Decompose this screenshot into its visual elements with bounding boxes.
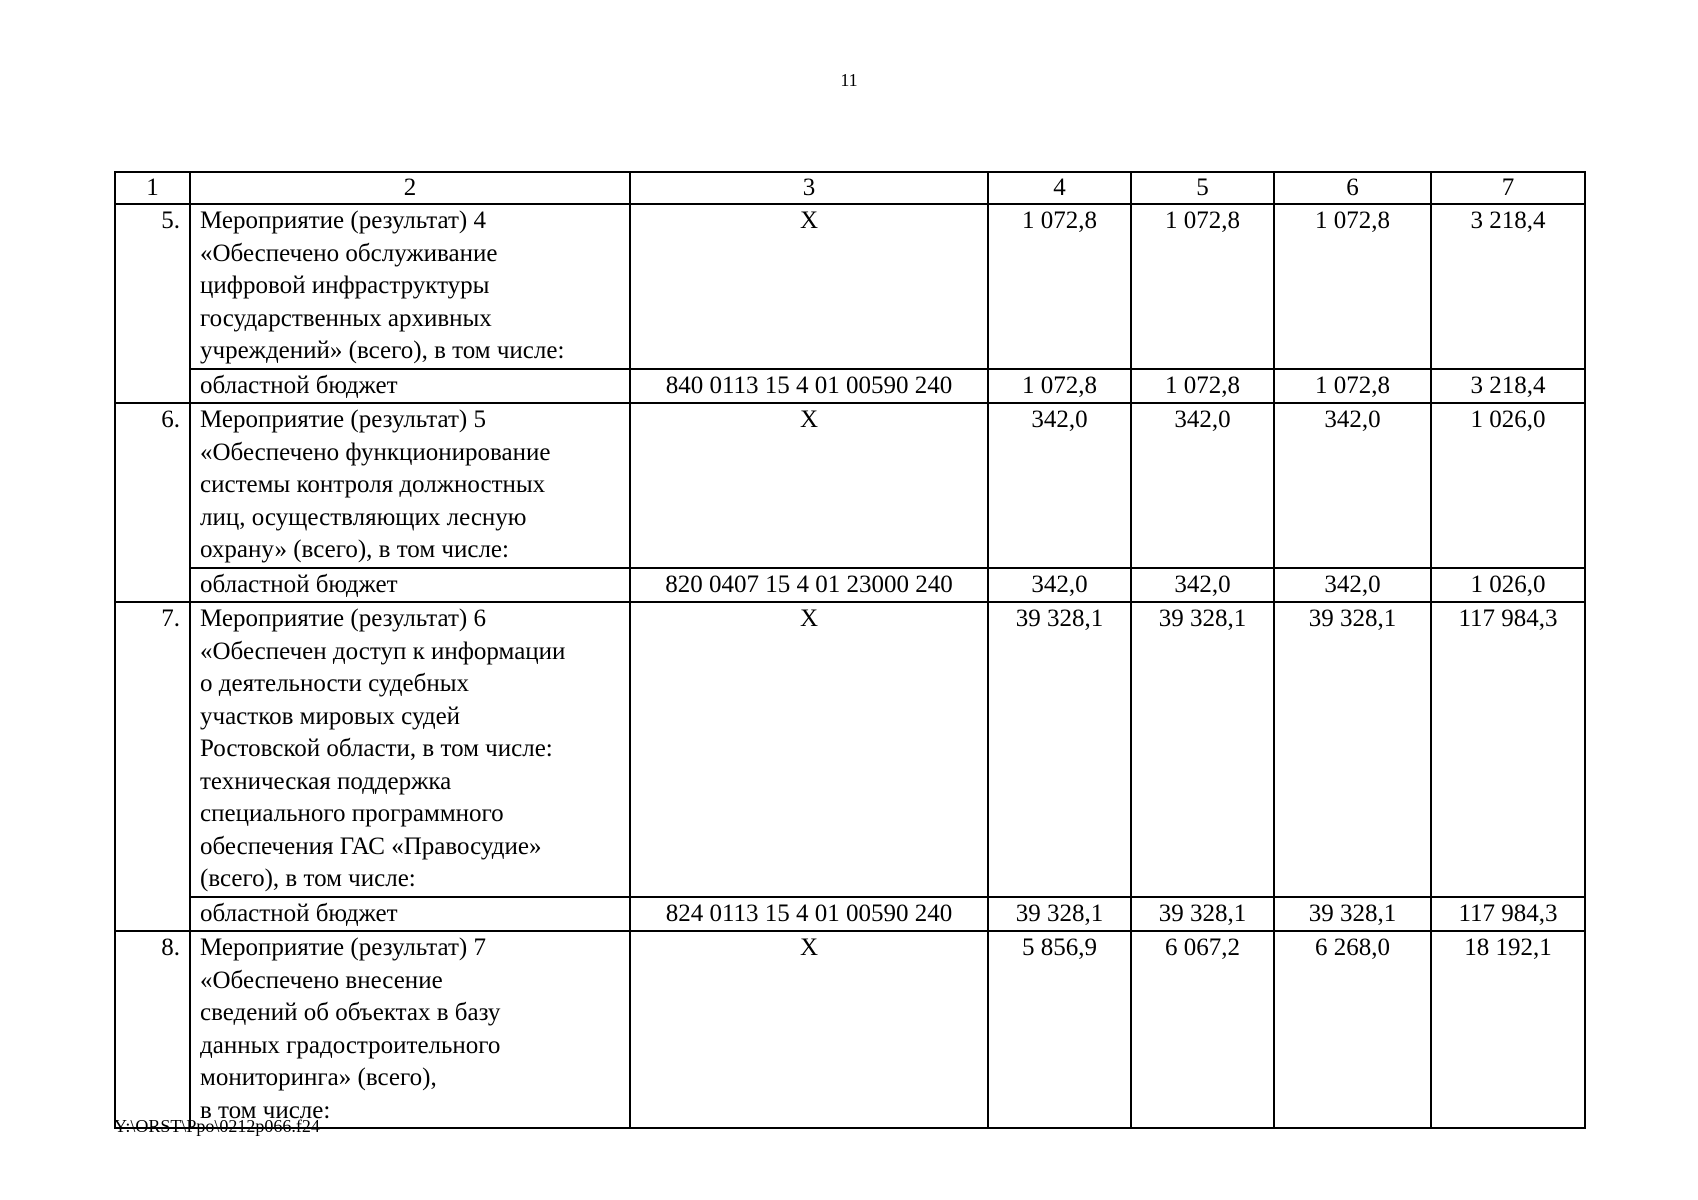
description-line: «Обеспечено функционирование xyxy=(200,438,551,466)
description-line: Ростовской области, в том числе: xyxy=(200,735,553,762)
budget-code: X xyxy=(630,403,988,568)
measure-description xyxy=(190,602,630,897)
description-line: лиц, осуществляющих лесную xyxy=(200,503,527,531)
funding-source: областной бюджет xyxy=(190,568,630,603)
description-line: о деятельности судебных xyxy=(200,670,470,697)
column-number: 6 xyxy=(1274,172,1431,204)
description-line: обеспечения ГАС «Правосудие» xyxy=(200,832,542,860)
description-line: охрану» (всего), в том числе: xyxy=(200,536,509,563)
measure-description xyxy=(190,403,630,568)
value-col-6: 342,0 xyxy=(1274,568,1431,603)
value-col-4: 342,0 xyxy=(988,403,1131,568)
value-col-4: 5 856,9 xyxy=(988,931,1131,1128)
column-number: 4 xyxy=(988,172,1131,204)
measure-description xyxy=(190,931,630,1128)
value-col-4: 39 328,1 xyxy=(988,897,1131,932)
column-number: 5 xyxy=(1131,172,1274,204)
value-col-7: 1 026,0 xyxy=(1431,568,1585,603)
value-col-5: 342,0 xyxy=(1131,568,1274,603)
funding-source: областной бюджет xyxy=(190,897,630,932)
column-number: 7 xyxy=(1431,172,1585,204)
column-number-row xyxy=(115,172,1585,204)
description-line: учреждений» (всего), в том числе: xyxy=(200,337,565,364)
description-line: Мероприятие (результат) 7 xyxy=(200,934,486,961)
value-col-6: 1 072,8 xyxy=(1274,204,1431,369)
value-col-6: 39 328,1 xyxy=(1274,897,1431,932)
description-line: «Обеспечен доступ к информации xyxy=(200,637,566,665)
description-line: Мероприятие (результат) 4 xyxy=(200,207,486,234)
table-row xyxy=(115,204,1585,369)
value-col-5: 1 072,8 xyxy=(1131,204,1274,369)
budget-code: 840 0113 15 4 01 00590 240 xyxy=(630,369,988,404)
budget-code: X xyxy=(630,602,988,897)
budget-code: 824 0113 15 4 01 00590 240 xyxy=(630,897,988,932)
description-line: Мероприятие (результат) 6 xyxy=(200,605,486,632)
description-line: специального программного xyxy=(200,800,504,827)
value-col-5: 1 072,8 xyxy=(1131,369,1274,404)
value-col-4: 1 072,8 xyxy=(988,204,1131,369)
table-row xyxy=(115,602,1585,897)
value-col-7: 3 218,4 xyxy=(1431,369,1585,404)
value-col-7: 3 218,4 xyxy=(1431,204,1585,369)
description-line: системы контроля должностных xyxy=(200,471,546,498)
value-col-6: 39 328,1 xyxy=(1274,602,1431,897)
value-col-6: 6 268,0 xyxy=(1274,931,1431,1128)
description-line: государственных архивных xyxy=(200,304,492,332)
row-number: 8. xyxy=(115,931,190,1128)
value-col-5: 6 067,2 xyxy=(1131,931,1274,1128)
table-subrow xyxy=(115,369,1585,404)
description-line: техническая поддержка xyxy=(200,767,452,795)
description-line: цифровой инфраструктуры xyxy=(200,272,490,299)
row-number: 7. xyxy=(115,602,190,931)
row-number: 5. xyxy=(115,204,190,403)
value-col-7: 117 984,3 xyxy=(1431,602,1585,897)
description-line: сведений об объектах в базу xyxy=(200,999,501,1026)
value-col-4: 1 072,8 xyxy=(988,369,1131,404)
description-line: «Обеспечено обслуживание xyxy=(200,239,498,267)
description-line: участков мировых судей xyxy=(200,702,461,730)
budget-code: X xyxy=(630,931,988,1128)
column-number: 2 xyxy=(190,172,630,204)
description-line: Мероприятие (результат) 5 xyxy=(200,406,486,433)
budget-code: 820 0407 15 4 01 23000 240 xyxy=(630,568,988,603)
funding-source: областной бюджет xyxy=(190,369,630,404)
budget-code: X xyxy=(630,204,988,369)
measure-description xyxy=(190,204,630,369)
description-line: (всего), в том числе: xyxy=(200,865,416,892)
table-subrow xyxy=(115,568,1585,603)
row-number: 6. xyxy=(115,403,190,602)
page-number: 11 xyxy=(840,70,858,90)
value-col-5: 39 328,1 xyxy=(1131,897,1274,932)
table-row xyxy=(115,403,1585,568)
value-col-7: 18 192,1 xyxy=(1431,931,1585,1128)
budget-table xyxy=(114,171,1586,1129)
value-col-7: 1 026,0 xyxy=(1431,403,1585,568)
table-subrow xyxy=(115,897,1585,932)
value-col-6: 1 072,8 xyxy=(1274,369,1431,404)
value-col-5: 342,0 xyxy=(1131,403,1274,568)
value-col-6: 342,0 xyxy=(1274,403,1431,568)
file-path-footer: Y:\ORST\Ppo\0212p066.f24 xyxy=(114,1116,320,1136)
value-col-5: 39 328,1 xyxy=(1131,602,1274,897)
description-line: данных градостроительного xyxy=(200,1031,501,1059)
value-col-4: 39 328,1 xyxy=(988,602,1131,897)
value-col-7: 117 984,3 xyxy=(1431,897,1585,932)
column-number: 3 xyxy=(630,172,988,204)
description-line: в том числе: xyxy=(200,1096,331,1124)
table-row xyxy=(115,931,1585,1128)
value-col-4: 342,0 xyxy=(988,568,1131,603)
description-line: мониторинга» (всего), xyxy=(200,1064,437,1091)
description-line: «Обеспечено внесение xyxy=(200,966,443,994)
column-number: 1 xyxy=(115,172,190,204)
